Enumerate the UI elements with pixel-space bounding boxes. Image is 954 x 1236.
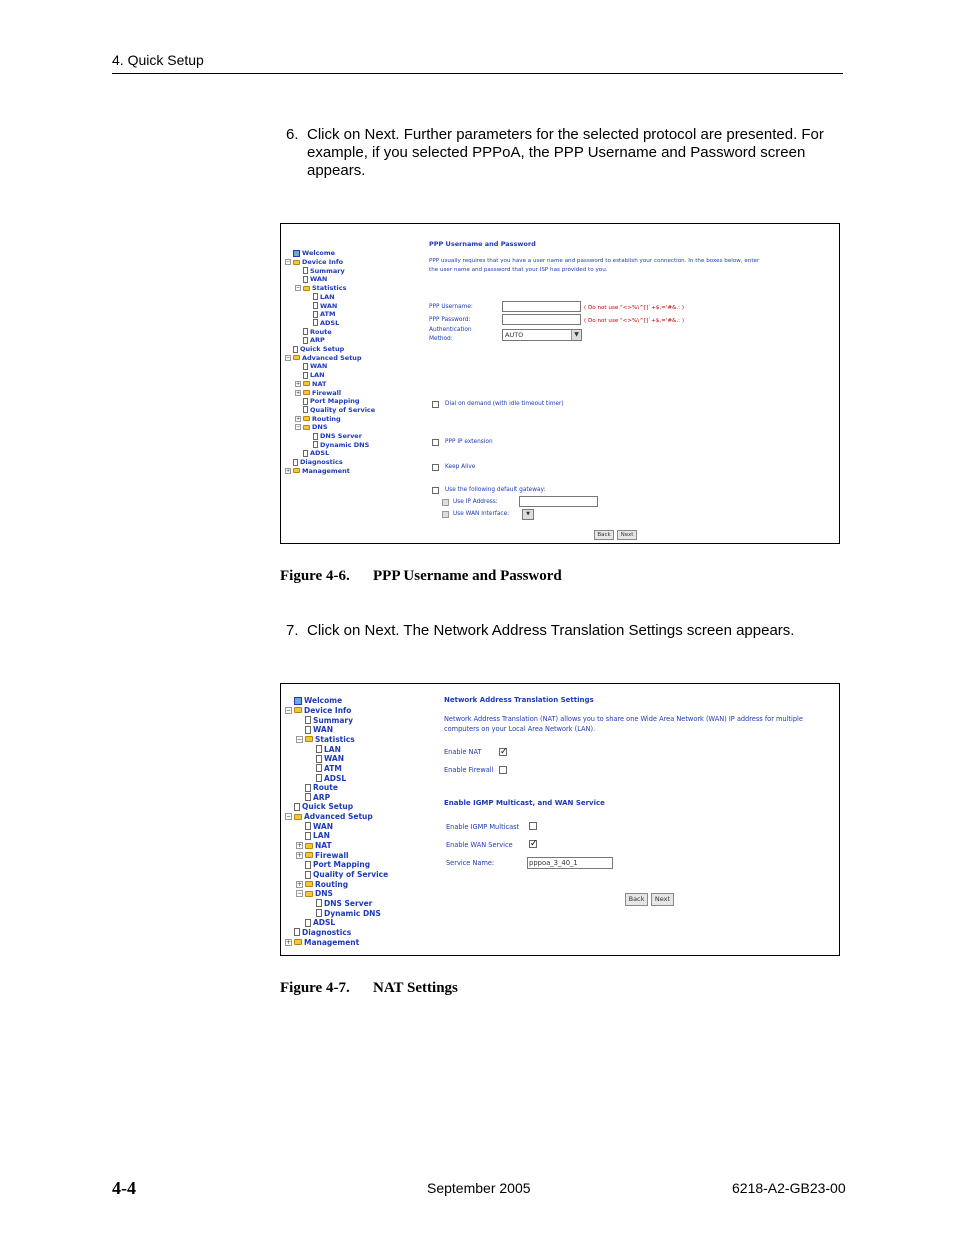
- tree-item-diagnostics[interactable]: [293, 458, 343, 467]
- tree-item-label: NAT: [315, 841, 332, 851]
- tree-item-label: ADSL: [310, 449, 330, 458]
- page-icon: [313, 441, 318, 448]
- tree-item-wan[interactable]: [303, 362, 327, 371]
- tree-item-device-info[interactable]: [285, 258, 343, 267]
- enable-nat-label: Enable NAT: [444, 748, 482, 756]
- tree-item-lan[interactable]: [303, 371, 325, 380]
- tree-item-statistics[interactable]: [296, 735, 355, 745]
- tree-item-dynamic-dns[interactable]: [313, 440, 369, 449]
- tree-item-label: Statistics: [315, 734, 355, 744]
- tree-item-label: Device Info: [302, 258, 344, 267]
- tree-item-label: WAN: [320, 301, 338, 310]
- folder-icon: [305, 736, 313, 742]
- tree-item-label: DNS: [312, 423, 328, 432]
- tree-item-dns-server[interactable]: [313, 432, 362, 441]
- tree-item-label: LAN: [310, 371, 325, 380]
- enable-firewall-checkbox[interactable]: [499, 766, 507, 774]
- folder-icon: [294, 707, 302, 713]
- ppp-username-input[interactable]: [502, 301, 581, 312]
- tree-item-label: LAN: [313, 831, 330, 841]
- tree-item-label: LAN: [320, 292, 335, 301]
- page-icon: [305, 793, 311, 801]
- tree-item-arp[interactable]: [303, 336, 325, 345]
- folder-icon: [293, 260, 300, 265]
- default-gateway-label: Use the following default gateway:: [445, 487, 546, 493]
- tree-item-label: Management: [304, 937, 360, 947]
- tree-item-label: Routing: [312, 414, 341, 423]
- tree-item-lan[interactable]: [313, 293, 335, 302]
- tree-item-lan[interactable]: [316, 744, 341, 754]
- expand-icon[interactable]: +: [286, 938, 292, 946]
- ppp-username-warning: ( Do not use "<>%\^[]`+$,='#&.: ): [584, 305, 685, 311]
- tree-item-adsl[interactable]: [316, 773, 346, 783]
- enable-wan-service-label: Enable WAN Service: [446, 841, 513, 849]
- tree-item-summary[interactable]: [303, 266, 345, 275]
- tree-item-advanced-setup[interactable]: [285, 812, 373, 822]
- page-icon: [303, 398, 308, 405]
- nat-screenshot: [280, 683, 840, 956]
- enable-nat-checkbox[interactable]: [499, 748, 507, 756]
- tree-item-label: NAT: [312, 379, 327, 388]
- page-icon: [316, 774, 322, 782]
- tree-item-label: Port Mapping: [310, 397, 360, 406]
- tree-item-label: Welcome: [304, 696, 343, 706]
- folder-icon: [303, 425, 310, 430]
- tree-item-quick-setup[interactable]: [294, 802, 353, 812]
- tree-item-dynamic-dns[interactable]: [316, 908, 381, 918]
- tree-item-adsl[interactable]: [305, 918, 335, 928]
- page-icon: [303, 363, 308, 370]
- collapse-icon[interactable]: −: [286, 354, 291, 361]
- tree-item-label: ARP: [313, 792, 331, 802]
- step-7: [286, 622, 842, 640]
- tree-item-welcome[interactable]: [294, 696, 342, 706]
- enable-igmp-label: Enable IGMP Multicast: [446, 823, 520, 831]
- folder-icon: [303, 416, 310, 421]
- tree-item-dns[interactable]: [295, 423, 328, 432]
- tree-item-label: Diagnostics: [302, 927, 352, 937]
- ppp-ip-extension-checkbox[interactable]: [432, 439, 439, 446]
- collapse-icon[interactable]: −: [297, 890, 303, 898]
- page-icon: [316, 909, 322, 917]
- tree-item-wan[interactable]: [316, 754, 344, 764]
- tree-item-routing[interactable]: [295, 414, 341, 423]
- tree-item-routing[interactable]: [296, 879, 348, 889]
- figure-label: Figure 4-6.: [280, 568, 350, 584]
- page-icon: [316, 745, 322, 753]
- enable-igmp-checkbox[interactable]: [529, 822, 537, 830]
- page-icon: [303, 337, 308, 344]
- home-icon: [293, 250, 300, 257]
- enable-firewall-label: Enable Firewall: [444, 766, 494, 774]
- tree-item-quick-setup[interactable]: [293, 345, 344, 354]
- step-number: 6.: [286, 126, 299, 143]
- page-icon: [294, 803, 300, 811]
- tree-item-label: Device Info: [304, 705, 352, 715]
- running-head: 4. Quick Setup: [112, 52, 204, 68]
- page-icon: [305, 822, 311, 830]
- collapse-icon[interactable]: −: [286, 706, 292, 714]
- tree-item-adsl[interactable]: [303, 449, 329, 458]
- next-button[interactable]: Next: [617, 530, 637, 540]
- step-text: Click on Next. The Network Address Translation Settings screen appears.: [307, 622, 795, 639]
- page-icon: [316, 764, 322, 772]
- default-gateway-checkbox[interactable]: [432, 487, 439, 494]
- page-icon: [313, 433, 318, 440]
- tree-item-device-info[interactable]: [285, 706, 351, 716]
- page-icon: [305, 784, 311, 792]
- nat-title: Network Address Translation Settings: [444, 696, 594, 704]
- tree-item-wan[interactable]: [305, 725, 333, 735]
- collapse-icon[interactable]: −: [286, 813, 292, 821]
- service-name-label: Service Name:: [446, 859, 495, 867]
- tree-item-label: Summary: [310, 266, 345, 275]
- folder-icon: [305, 891, 313, 897]
- next-button[interactable]: Next: [651, 893, 674, 906]
- ppp-password-warning: ( Do not use "<>%\^[]`+$,='#&.: ): [584, 318, 685, 324]
- collapse-icon[interactable]: −: [286, 259, 291, 266]
- page-icon: [313, 319, 318, 326]
- folder-icon: [303, 381, 310, 386]
- tree-item-label: Dynamic DNS: [320, 440, 370, 449]
- tree-item-label: ADSL: [313, 918, 336, 928]
- tree-item-label: Route: [310, 327, 332, 336]
- expand-icon[interactable]: +: [296, 415, 301, 422]
- ppp-screenshot: [280, 223, 840, 544]
- folder-icon: [303, 286, 310, 291]
- page-icon: [305, 832, 311, 840]
- use-wan-interface-label: Use WAN Interface:: [453, 511, 510, 517]
- ppp-password-input[interactable]: [502, 314, 581, 325]
- tree-item-label: Quick Setup: [300, 345, 345, 354]
- figure-4-6-caption: [280, 568, 562, 585]
- tree-item-arp[interactable]: [305, 793, 330, 803]
- tree-item-label: DNS Server: [324, 898, 373, 908]
- auth-method-select[interactable]: [502, 329, 582, 341]
- tree-item-label: Summary: [313, 715, 354, 725]
- tree-item-advanced-setup[interactable]: [285, 353, 362, 362]
- enable-wan-service-checkbox[interactable]: [529, 840, 537, 848]
- tree-item-firewall[interactable]: [296, 850, 349, 860]
- folder-icon: [305, 852, 313, 858]
- ppp-desc-line1: PPP usually requires that you have a user name and password to establish your connection. In the boxes below, enter: [429, 258, 760, 264]
- tree-item-dns[interactable]: [296, 889, 333, 899]
- tree-item-label: WAN: [310, 362, 328, 371]
- ppp-title: PPP Username and Password: [429, 240, 536, 248]
- ppp-ip-extension-label: PPP IP extension: [445, 439, 493, 445]
- page-icon: [305, 871, 311, 879]
- expand-icon[interactable]: +: [297, 842, 303, 850]
- folder-icon: [293, 468, 300, 473]
- tree-item-label: Welcome: [302, 249, 336, 258]
- tree-item-summary[interactable]: [305, 715, 353, 725]
- keep-alive-label: Keep Alive: [445, 464, 476, 470]
- tree-item-management[interactable]: [285, 937, 359, 947]
- tree-item-diagnostics[interactable]: [294, 928, 351, 938]
- tree-item-label: ADSL: [320, 318, 340, 327]
- header-rule: [112, 73, 843, 74]
- page-icon: [293, 459, 298, 466]
- figure-title: PPP Username and Password: [373, 568, 562, 584]
- tree-item-firewall[interactable]: [295, 388, 341, 397]
- page-icon: [303, 328, 308, 335]
- expand-icon[interactable]: +: [297, 880, 303, 888]
- page-icon: [316, 899, 322, 907]
- tree-item-wan[interactable]: [303, 275, 327, 284]
- tree-item-label: Routing: [315, 879, 349, 889]
- tree-item-label: Quick Setup: [302, 802, 354, 812]
- tree-item-wan[interactable]: [305, 821, 333, 831]
- tree-item-label: ARP: [310, 336, 325, 345]
- expand-icon[interactable]: +: [297, 851, 303, 859]
- tree-item-label: Advanced Setup: [304, 812, 373, 822]
- page-number: 4-4: [112, 1178, 136, 1198]
- home-icon: [294, 697, 302, 705]
- page-icon: [303, 372, 308, 379]
- auth-method-value: AUTO: [505, 331, 524, 339]
- use-wan-interface-radio[interactable]: [442, 511, 449, 518]
- ppp-password-label: PPP Password:: [429, 317, 471, 323]
- page-icon: [305, 919, 311, 927]
- tree-item-label: Quality of Service: [310, 405, 376, 414]
- folder-icon: [294, 814, 302, 820]
- keep-alive-checkbox[interactable]: [432, 464, 439, 471]
- figure-label: Figure 4-7.: [280, 980, 350, 996]
- figure-4-7-caption: [280, 980, 458, 997]
- page-icon: [303, 406, 308, 413]
- tree-item-label: Port Mapping: [313, 860, 371, 870]
- dial-on-demand-label: Dial on demand (with idle timeout timer): [445, 401, 564, 407]
- tree-item-route[interactable]: [303, 327, 332, 336]
- page-icon: [305, 726, 311, 734]
- tree-item-atm[interactable]: [313, 310, 335, 319]
- page-icon: [313, 302, 318, 309]
- dropdown-arrow-icon: ▼: [571, 330, 581, 340]
- page-icon: [293, 346, 298, 353]
- ppp-username-label: PPP Username:: [429, 304, 473, 310]
- page-icon: [313, 293, 318, 300]
- tree-item-label: LAN: [324, 744, 341, 754]
- tree-item-port-mapping[interactable]: [305, 860, 370, 870]
- footer-doc-number: 6218-A2-GB23-00: [732, 1180, 846, 1196]
- tree-item-wan[interactable]: [313, 301, 337, 310]
- expand-icon[interactable]: +: [296, 389, 301, 396]
- tree-item-label: Quality of Service: [313, 870, 389, 879]
- tree-item-management[interactable]: [285, 467, 350, 476]
- expand-icon[interactable]: +: [286, 467, 291, 474]
- use-ip-address-label: Use IP Address:: [453, 499, 498, 505]
- tree-item-nat[interactable]: [296, 841, 332, 851]
- tree-item-label: WAN: [324, 754, 345, 764]
- page-icon: [313, 311, 318, 318]
- page-icon: [316, 755, 322, 763]
- tree-item-label: ADSL: [324, 773, 347, 783]
- dial-on-demand-checkbox[interactable]: [432, 401, 439, 408]
- back-button[interactable]: Back: [625, 893, 648, 906]
- tree-item-qos[interactable]: [303, 406, 375, 415]
- collapse-icon[interactable]: −: [296, 424, 301, 431]
- tree-item-dns-server[interactable]: [316, 899, 372, 909]
- igmp-wan-title: Enable IGMP Multicast, and WAN Service: [444, 799, 605, 807]
- gateway-ip-input[interactable]: [519, 496, 598, 507]
- dropdown-arrow-icon: ▼: [523, 510, 533, 519]
- folder-icon: [294, 939, 302, 945]
- back-button[interactable]: Back: [594, 530, 614, 540]
- tree-item-label: WAN: [310, 275, 328, 284]
- service-name-input[interactable]: pppoa_3_40_1: [527, 857, 613, 869]
- tree-item-label: WAN: [313, 725, 334, 735]
- tree-item-lan[interactable]: [305, 831, 330, 841]
- page-icon: [303, 276, 308, 283]
- tree-item-label: ATM: [320, 310, 336, 319]
- tree-item-label: Statistics: [312, 284, 347, 293]
- tree-item-label: Dynamic DNS: [324, 908, 381, 918]
- nat-desc-line1: Network Address Translation (NAT) allows you to share one Wide Area Network (WAN) IP address for multiple: [444, 715, 803, 723]
- step-6: [286, 126, 842, 180]
- tree-item-nat[interactable]: [295, 380, 326, 389]
- auth-method-label-1: Authentication: [429, 327, 472, 333]
- tree-item-label: Advanced Setup: [302, 353, 362, 362]
- tree-item-label: Firewall: [315, 850, 349, 860]
- tree-item-welcome[interactable]: [293, 249, 335, 258]
- footer-date: September 2005: [427, 1180, 531, 1196]
- page-icon: [303, 450, 308, 457]
- tree-item-label: DNS: [315, 889, 333, 899]
- tree-item-route[interactable]: [305, 783, 338, 793]
- tree-item-label: Firewall: [312, 388, 342, 397]
- tree-item-adsl[interactable]: [313, 319, 339, 328]
- step-text: Click on Next. Further parameters for the selected protocol are presented. For example, if you selected PPPoA, the PPP Username and Password screen appears.: [307, 126, 824, 179]
- use-ip-address-radio[interactable]: [442, 499, 449, 506]
- tree-item-port-mapping[interactable]: [303, 397, 359, 406]
- tree-item-label: Management: [302, 466, 350, 475]
- tree-item-label: WAN: [313, 821, 334, 831]
- ppp-desc-line2: the user name and password that your ISP has provided to you.: [429, 267, 608, 273]
- page-icon: [305, 861, 311, 869]
- collapse-icon[interactable]: −: [297, 735, 303, 743]
- collapse-icon[interactable]: −: [296, 285, 301, 292]
- folder-icon: [305, 843, 313, 849]
- folder-icon: [305, 881, 313, 887]
- page-icon: [294, 928, 300, 936]
- folder-icon: [293, 355, 300, 360]
- page-icon: [305, 716, 311, 724]
- expand-icon[interactable]: +: [296, 380, 301, 387]
- figure-title: NAT Settings: [373, 980, 458, 996]
- tree-item-label: Route: [313, 783, 338, 793]
- tree-item-label: DNS Server: [320, 432, 362, 441]
- step-number: 7.: [286, 622, 299, 639]
- auth-method-label-2: Method:: [429, 336, 453, 342]
- nat-desc-line2: computers on your Local Area Network (LAN).: [444, 725, 596, 733]
- page-icon: [303, 267, 308, 274]
- tree-item-atm[interactable]: [316, 764, 342, 774]
- tree-item-label: ATM: [324, 763, 342, 773]
- tree-item-qos[interactable]: [305, 870, 388, 880]
- tree-item-statistics[interactable]: [295, 284, 346, 293]
- wan-interface-select[interactable]: [522, 509, 534, 520]
- tree-item-label: Diagnostics: [300, 458, 343, 467]
- folder-icon: [303, 390, 310, 395]
